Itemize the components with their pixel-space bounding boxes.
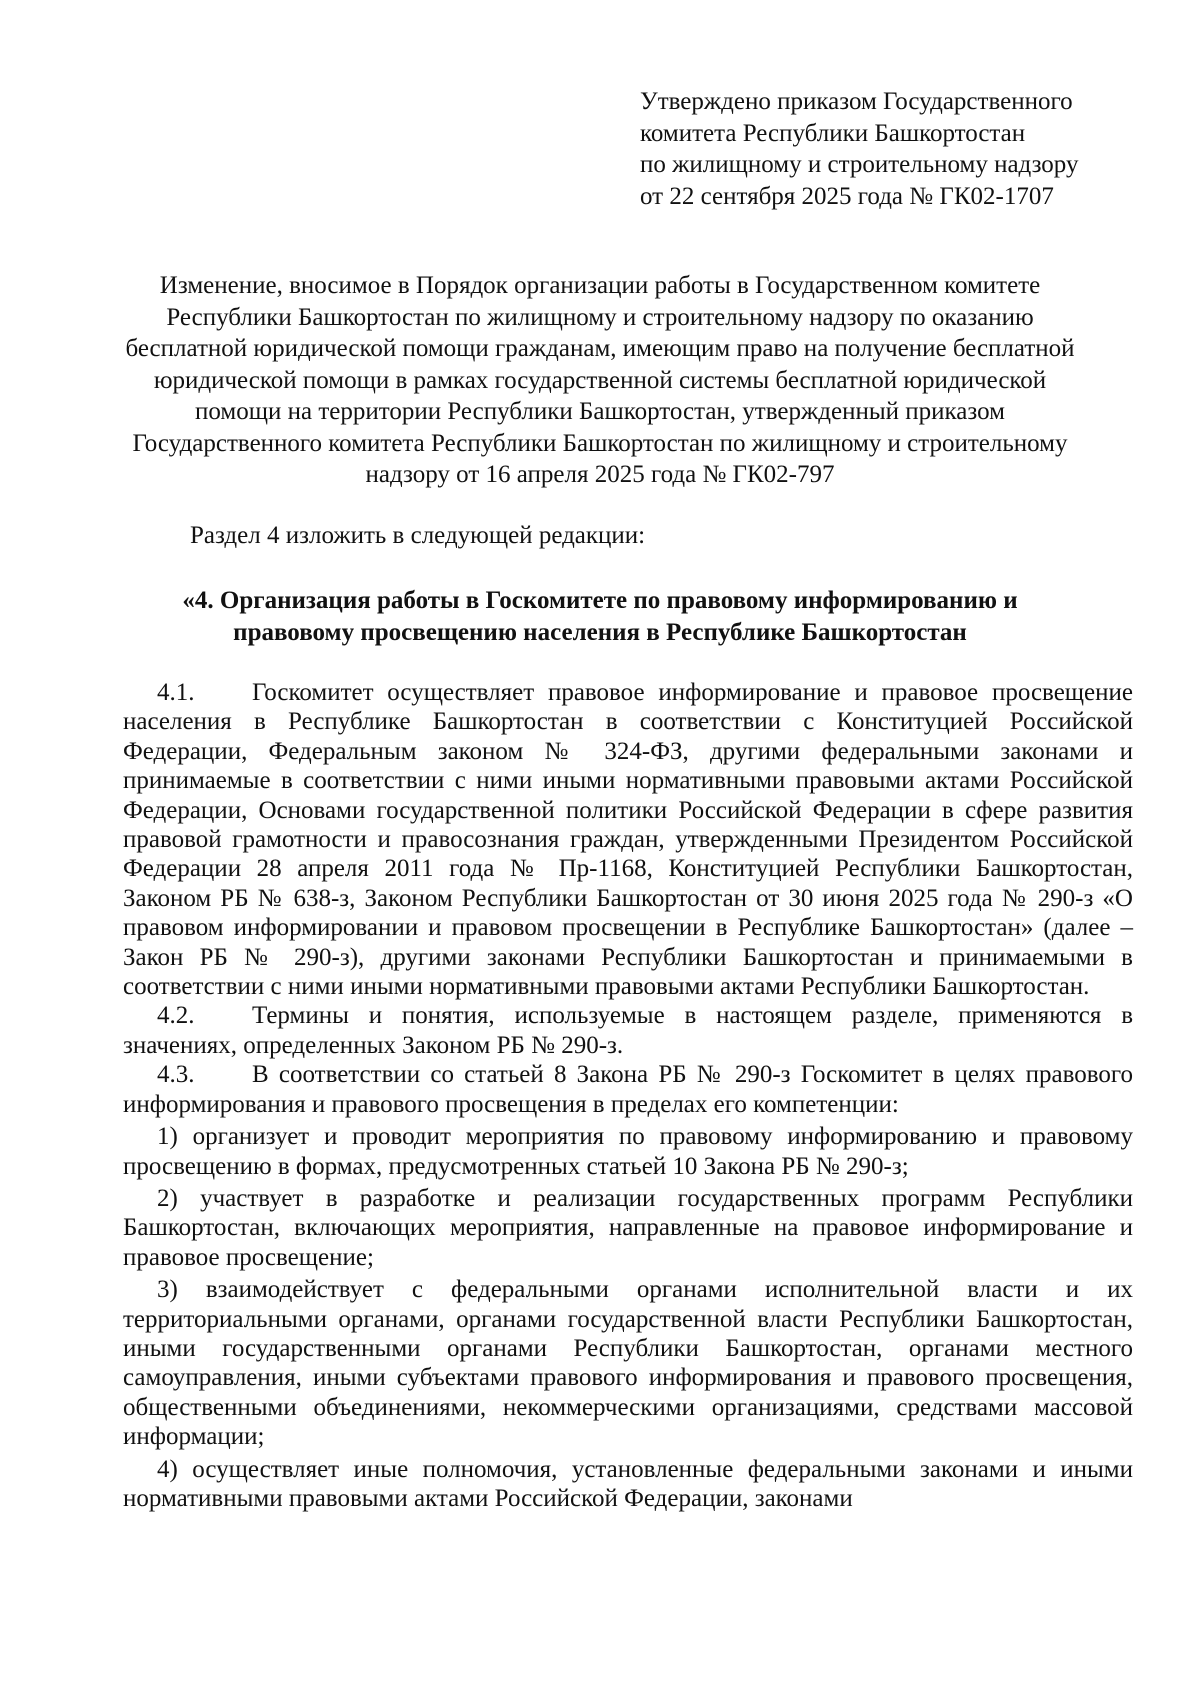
approval-stamp-block (640, 86, 1160, 212)
clause-paragraph (123, 1060, 1133, 1119)
list-item (123, 1122, 1133, 1181)
section-title: «4. Организация работы в Госкомитете по правовому информированию и правовому просвещению населения в Республике Башкортостан (182, 587, 1018, 646)
approval-line: по жилищному и строительному надзору (640, 151, 1079, 178)
list-item-text: осуществляет иные полномочия, установленные федеральными законами и иными нормативными правовыми актами Российской Федерации, законами (123, 1455, 1133, 1512)
list-item (123, 1184, 1133, 1272)
list-item-number: 1) (157, 1123, 178, 1151)
list-item-number: 4) (157, 1455, 178, 1483)
change-title: Изменение, вносимое в Порядок организации работы в Государственном комитете Республики Башкортостан по жилищному и строительному надзору по оказанию бесплатной юридической помощи гражданам, имеющим право на получение бесплатной юридической помощи в рамках государственной системы бесплатной юридической помощи на территории Республики Башкортостан, утвержденный приказом Государственного комитета Республики Башкортостан по жилищному и строительному надзору от 16 апреля 2025 года № ГК02-797 (125, 272, 1075, 488)
list-item-text: взаимодействует с федеральными органами исполнительной власти и их территориальными органами, органами государственной власти Республики Башкортостан, иными государственными органами Республики Башкортостан, органами местного самоуправления, иными субъектами правового информирования и правового просвещения, общественными объединениями, некоммерческими организациями, средствами массовой информации; (123, 1276, 1134, 1451)
clause-number: 4.1. (157, 679, 195, 706)
list-item (123, 1455, 1133, 1514)
list-item (123, 1275, 1133, 1451)
clause-text: В соответствии со статьей 8 Закона РБ № 290-з Госкомитет в целях правового информирования и правового просвещения в пределах его компетенции: (123, 1061, 1133, 1118)
intro-text: Раздел 4 изложить в следующей редакции: (190, 522, 646, 549)
list-item-number: 3) (157, 1276, 178, 1304)
list-item-text: организует и проводит мероприятия по правовому информированию и правовому просвещению в формах, предусмотренных статьей 10 Закона РБ № 290-з; (123, 1123, 1134, 1180)
clause-paragraph (123, 678, 1133, 1001)
clause-number: 4.2. (157, 1002, 195, 1030)
approval-line: Утверждено приказом Государственного (640, 88, 1073, 115)
document-body (123, 678, 1133, 1513)
approval-line: от 22 сентября 2025 года № ГК02-1707 (640, 182, 1054, 210)
approval-line: комитета Республики Башкортостан (640, 119, 1026, 147)
list-item-number: 2) (157, 1184, 178, 1212)
clause-text: Госкомитет осуществляет правовое информирование и правовое просвещение населения в Республике Башкортостан в соответствии с Конституцией Российской Федерации, Федеральным законом № 324-ФЗ, другими федеральными законами и принимаемые в соответствии с ними иными нормативными правовыми актами Российской Федерации, Основами государственной политики Российской Федерации в сфере развития правовой грамотности и правосознания граждан, утвержденными Президентом Российской Федерации 28 апреля 2011 года № Пр-1168, Конституцией Республики Башкортостан, Законом РБ № 638-з, Законом Республики Башкортостан от 30 июня 2025 года № 290-з «О правовом информировании и правовом просвещении в Республике Башкортостан» (далее – Закон РБ № 290-з), другими законами Республики Башкортостан и принимаемыми в соответствии с ними иными нормативными правовыми актами Республики Башкортостан. (123, 679, 1133, 1001)
clause-number: 4.3. (157, 1061, 195, 1089)
list-item-text: участвует в разработке и реализации государственных программ Республики Башкортостан, включающих мероприятия, направленные на правовое информирование и правовое просвещение; (123, 1184, 1134, 1271)
clause-text: Термины и понятия, используемые в настоящем разделе, применяются в значениях, определенных Законом РБ № 290-з. (123, 1002, 1133, 1059)
clause-paragraph (123, 1001, 1133, 1060)
